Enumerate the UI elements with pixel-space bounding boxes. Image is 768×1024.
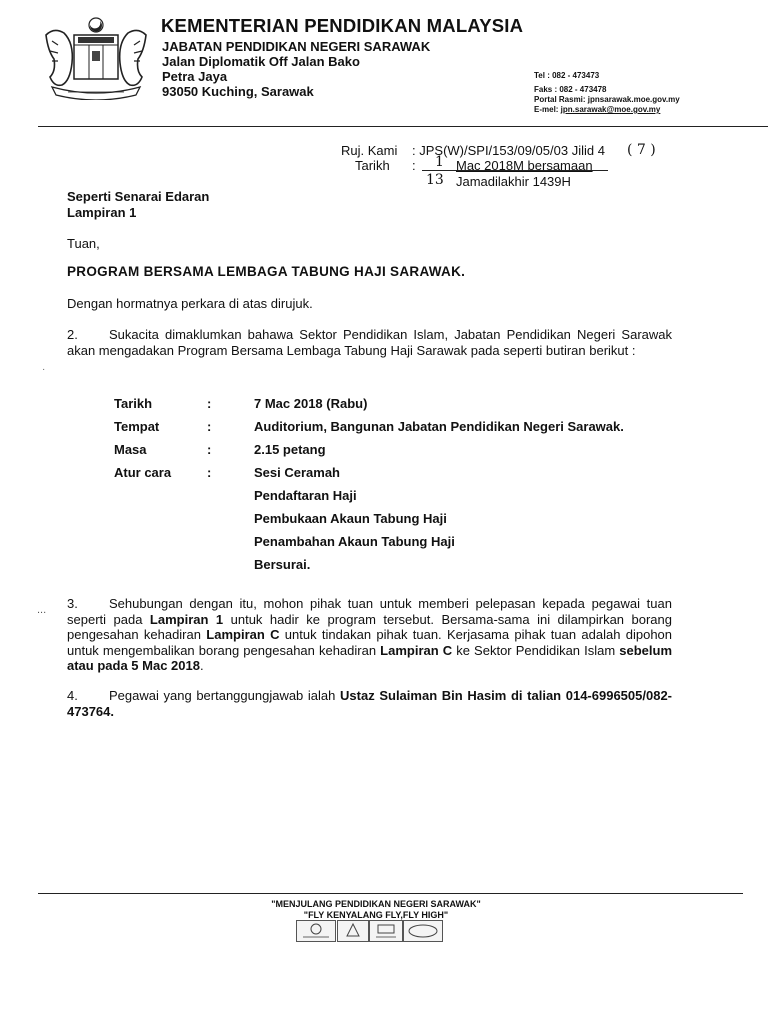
contact-portal: Portal Rasmi: jpnsarawak.moe.gov.my	[534, 95, 680, 104]
paragraph-3-bold: Lampiran 1	[149, 611, 224, 627]
intro-paragraph: Dengan hormatnya perkara di atas dirujuk.	[67, 296, 313, 311]
email-link[interactable]: jpn.sarawak@moe.gov.my	[560, 105, 661, 114]
paragraph-3-bold: Lampiran C	[380, 642, 453, 658]
address-line-1: Jalan Diplomatik Off Jalan Bako	[162, 54, 360, 69]
contact-tel: Tel : 082 - 473473	[534, 71, 600, 80]
paragraph-3-bold: Lampiran C	[206, 627, 280, 642]
detail-time-label: Masa	[114, 442, 147, 457]
reference-handwritten-day: 1	[435, 154, 444, 170]
paragraph-2-text: Sukacita dimaklumkan bahawa Sektor Pendidikan Islam, Jabatan Pendidikan Negeri Sarawak akan mengadakan Program Bersama Lembaga Tabung Haji Sarawak pada seperti butiran berikut :	[67, 327, 672, 358]
agenda-item: Bersurai.	[254, 557, 311, 572]
detail-date-colon: :	[207, 396, 212, 411]
paragraph-4-number: 4.	[67, 688, 78, 703]
paragraph-4-bold: Ustaz Sulaiman Bin Hasim di talian 014-6996505/082-473764.	[67, 688, 673, 719]
ministry-title: KEMENTERIAN PENDIDIKAN MALAYSIA	[161, 15, 524, 36]
detail-time-colon: :	[207, 442, 212, 457]
letter-subject: PROGRAM BERSAMA LEMBAGA TABUNG HAJI SARAWAK.	[67, 264, 466, 279]
reference-ruj-value: : JPS(W)/SPI/153/09/05/03 Jilid 4	[412, 143, 605, 158]
detail-venue-label: Tempat	[114, 419, 160, 434]
paragraph-4	[67, 688, 672, 719]
detail-date-label: Tarikh	[114, 396, 153, 411]
agenda-item: Pembukaan Akaun Tabung Haji	[254, 511, 447, 526]
detail-agenda-colon: :	[207, 465, 212, 480]
contact-email	[534, 105, 660, 115]
date-underline	[422, 170, 608, 171]
detail-venue-colon: :	[207, 419, 212, 434]
reference-handwritten-number: ( 7 )	[627, 142, 656, 158]
paragraph-3-number: 3.	[67, 596, 78, 611]
reference-date-value: Mac 2018M bersamaan	[456, 158, 593, 173]
paragraph-3-text: untuk hadir ke program tersebut. Bersama-sama ini dilampirkan borang pengesahan kehadiran	[67, 611, 672, 642]
malaysia-coat-of-arms-icon	[38, 15, 154, 100]
paragraph-3-text: untuk tindakan pihak tuan. Kerjasama pihak tuan adalah dipohon untuk mengembalikan borang pengesahan kehadiran	[67, 627, 673, 658]
footer-divider	[38, 893, 743, 894]
footer-logo	[403, 920, 443, 942]
detail-venue-value: Auditorium, Bangunan Jabatan Pendidikan Negeri Sarawak.	[254, 419, 624, 434]
paragraph-3	[67, 596, 672, 674]
reference-handwritten-hijri-day: 13	[426, 172, 444, 188]
paragraph-3-bold: sebelum atau pada 5 Mac 2018	[67, 642, 673, 673]
recipient-line-1: Seperti Senarai Edaran	[67, 189, 210, 204]
paragraph-3-text: Sehubungan dengan itu, mohon pihak tuan untuk memberi pelepasan kepada pegawai tuan seperti pada	[67, 596, 672, 627]
address-line-3: 93050 Kuching, Sarawak	[162, 84, 314, 99]
margin-dot: ·	[42, 364, 46, 375]
reference-date-colon: :	[412, 158, 416, 173]
reference-ruj-label: Ruj. Kami	[341, 143, 398, 158]
agenda-item: Penambahan Akaun Tabung Haji	[254, 534, 455, 549]
department-name: JABATAN PENDIDIKAN NEGERI SARAWAK	[162, 39, 431, 54]
footer-logo	[296, 920, 336, 942]
margin-dots: ...	[37, 604, 47, 616]
email-label: E-mel:	[534, 105, 561, 114]
agenda-item: Pendaftaran Haji	[254, 488, 357, 503]
paragraph-2-number: 2.	[67, 327, 78, 342]
agenda-item: Sesi Ceramah	[254, 465, 340, 480]
salutation: Tuan,	[67, 236, 100, 251]
contact-fax: Faks : 082 - 473478	[534, 85, 607, 94]
reference-hijri-date: Jamadilakhir 1439H	[456, 174, 571, 189]
recipient-line-2: Lampiran 1	[67, 205, 137, 220]
footer-motto: "MENJULANG PENDIDIKAN NEGERI SARAWAK"	[271, 899, 481, 909]
footer-logo	[337, 920, 369, 942]
address-line-2: Petra Jaya	[162, 69, 228, 84]
reference-date-label: Tarikh	[355, 158, 390, 173]
paragraph-3-text: .	[199, 658, 204, 673]
paragraph-3-text: ke Sektor Pendidikan Islam	[452, 642, 620, 658]
header-divider	[38, 126, 768, 127]
footer-slogan: "FLY KENYALANG FLY,FLY HIGH"	[303, 910, 449, 920]
detail-date-value: 7 Mac 2018 (Rabu)	[254, 396, 368, 411]
detail-agenda-label: Atur cara	[114, 465, 172, 480]
footer-logo	[369, 920, 403, 942]
paragraph-2	[67, 327, 672, 358]
detail-time-value: 2.15 petang	[254, 442, 326, 457]
paragraph-4-text: Pegawai yang bertanggungjawab ialah	[109, 688, 341, 703]
